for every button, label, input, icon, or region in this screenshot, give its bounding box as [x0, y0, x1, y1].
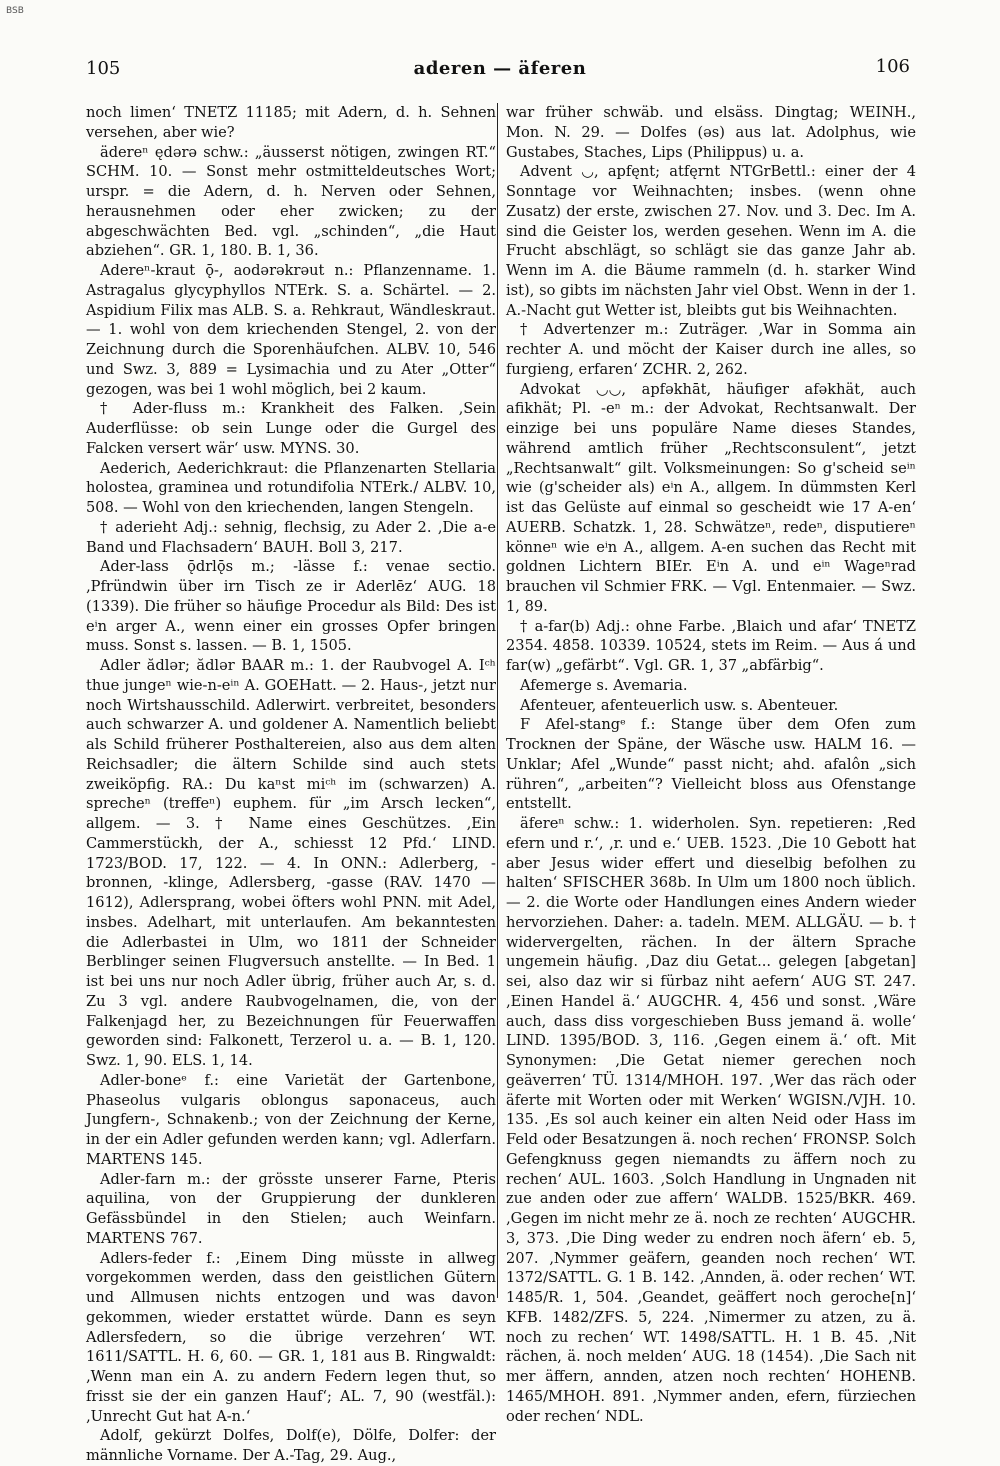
entry-adler: Adler ădlər; ădlər BAAR m.: 1. der Raubvogel A. Iᶜʰ thue jungeⁿ wie-n-eⁱⁿ A. GOEHatt. — 2. Haus-, jetzt nur noch Wirtshausschild. Adlerwirt. verbreitet, besonders auch schwarzer A. und goldener A. Namentlich beliebt als Schild früherer Posthaltereien, also aus dem alten Reichsadler; die ältern Schilde sind auch stets zweiköpfig. RA.: Du kaⁿst miᶜʰ im (schwarzen) A. sprecheⁿ (treffeⁿ) euphem. für „im Arsch lecken“, allgem. — 3. † Name eines Geschützes. ‚Ein Cammerstückh, der A., schiesst 12 Pfd.‘ LIND. 1723/BOD. 17, 122. — 4. In ONN.: Adlerberg, -bronnen, -klinge, Adlersberg, -gasse (RAV. 1470 —1612), Adlersprang, wobei öfters wohl PNN. mit Adel, insbes. Adelhart, mit unterlaufen. Am bekanntesten die Adlerbastei in Ulm, wo 1811 der Schneider Berblinger seinen Flugversuch anstellte. — In Bed. 1 ist bei uns nur noch Adler übrig, früher auch Ar, s. d. Zu 3 vgl. andere Raubvogelnamen, die, von der Falkenjagd her, zu Bezeichnungen für Feuerwaffen geworden sind: Falkonett, Terzerol u. a. — B. 1, 120. Swz. 1, 90. ELS. 1, 14.	[86, 657, 496, 1069]
entry-afelstange: F Afel-stangᵉ f.: Stange über dem Ofen zum Trocknen der Späne, der Wäsche usw. HALM 16. — Unklar; Afel „Wunde“ passt nicht; ahd. afalôn „sich rühren“, „arbeiten“? Vielleicht bloss aus Ofenstange entstellt.	[506, 716, 916, 813]
entry-afarb: † a-far(b) Adj.: ohne Farbe. ‚Blaich und afar‘ TNETZ 2354. 4858. 10339. 10524, stets im Reim. — Aus á und far(w) „gefärbt“. Vgl. GR. 1, 37 „abfärbig“.	[506, 617, 916, 674]
page-number-left: 105	[86, 58, 121, 79]
entry-adlerfarn: Adler-farn m.: der grösste unserer Farne, Pteris aquilina, von der Gruppierung der dunkleren Gefässbündel in den Stielen; auch Weinfarn. MARTENS 767.	[86, 1170, 496, 1247]
entry-advertenzer: † Advertenzer m.: Zuträger. ‚War in Somma ain rechter A. und möcht der Kaiser durch ine alles, so furgieng, erfaren‘ ZCHR. 2, 262.	[506, 321, 916, 378]
right-column	[506, 103, 916, 1426]
entry-afemerge: Afemerge s. Avemaria.	[520, 676, 688, 694]
entry-adlerbone: Adler-boneᵉ f.: eine Varietät der Gartenbone, Phaseolus vulgaris oblongus saponaceus, auch Jungfern-, Schnakenb.; von der Zeichnung der Kerne, in der ein Adler gefunden werden kann; vgl. Adlerfarn. MARTENS 145.	[86, 1071, 496, 1168]
entry-aederich: Aederich, Aederichkraut: die Pflanzenarten Stellaria holostea, graminea und rotundifolia NTErk./ ALBV. 10, 508. — Wohl von den kriechenden, langen Stengeln.	[86, 459, 496, 516]
entry-aderieht: † aderieht Adj.: sehnig, flechsig, zu Ader 2. ‚Die a-e Band und Flachsadern‘ BAUH. Boll 3, 217.	[86, 518, 496, 556]
entry-paragraph: noch limen‘ TNETZ 11185; mit Adern, d. h. Sehnen versehen, aber wie?	[86, 104, 496, 141]
page-number-right: 106	[875, 56, 910, 77]
entry-aderlass: Ader-lass ǭdrlǭs m.; -lässe f.: venae sectio. ‚Pfründwin über irn Tisch ze ir Aderlēz‘ AUG. 18 (1339). Die früher so häufige Procedur als Bild: Des ist eⁱn arger A., wenn einer ein grosses Opfer bringen muss. Sonst s. lassen. — B. 1, 1505.	[86, 558, 496, 655]
entry-afenteuer: Afenteuer, afenteuerlich usw. s. Abenteuer.	[520, 696, 839, 714]
entry-adlersfeder: Adlers-feder f.: ‚Einem Ding müsste in allweg vorgekommen werden, dass den geistlichen Gütern und Allmusen nichts entzogen und was davon gekommen, wieder erstattet würde. Dann es seyn Adlersfedern, so die übrige verzehren‘ WT. 1611/SATTL. H. 6, 60. — GR. 1, 181 aus B. Ringwaldt: ‚Wenn man ein A. zu andern Federn legen thut, so frisst sie der ein ganzen Hauf‘; AL. 7, 90 (westfäl.): ‚Unrecht Gut hat A-n.‘	[86, 1249, 496, 1425]
entry-aderfluss: † Ader-fluss m.: Krankheit des Falken. ‚Sein Auderflüsse: ob sein Lunge oder die Gurgel des Falcken versert wär‘ usw. MYNS. 30.	[86, 400, 496, 457]
entry-paragraph: war früher schwäb. und elsäss. Dingtag; WEINH., Mon. N. 29. — Dolfes (əs) aus lat. Adolphus, wie Gustabes, Staches, Lips (Philippus) u. a.	[506, 104, 916, 161]
entry-advokat: Advokat ◡◡, apfəkhāt, häufiger afəkhät, auch afikhät; Pl. -eⁿ m.: der Advokat, Rechtsanwalt. Der einzige bei uns populäre Name dieses Standes, während amtlich früher „Rechtsconsulent“, jetzt „Rechtsanwalt“ gilt. Volksmeinungen: So g'scheid seⁱⁿ wie (g'scheider als) eⁱn A., allgem. In dümmsten Kerl ist das Gelüste auf einmal so gescheidt wie 17 A-en‘ AUERB. Schatzk. 1, 28. Schwätzeⁿ, redeⁿ, disputiereⁿ könneⁿ wie eⁱn A., allgem. A-en suchen das Recht mit goldnen Lichtern BIEr. Eⁱn A. und eⁱⁿ Wageⁿrad brauchen vil Schmier FRK. — Vgl. Entenmaier. — Swz. 1, 89.	[506, 380, 916, 615]
entry-adolf: Adolf, gekürzt Dolfes, Dolf(e), Dölfe, Dolfer: der männliche Vorname. Der A.-Tag, 29. Aug.,	[86, 1427, 496, 1464]
column-divider	[497, 103, 498, 1298]
left-column	[86, 103, 496, 1466]
running-title: aderen — äferen	[413, 58, 587, 79]
library-stamp: BSB	[6, 6, 24, 16]
entry-aedern: ädereⁿ ędərə schw.: „äusserst nötigen, zwingen RT.“ SCHM. 10. — Sonst mehr ostmitteldeutsches Wort; urspr. = die Adern, d. h. Nerven oder Sehnen, herausnehmen oder eher zwicken; zu der abgeschwächten Bed. vgl. „schinden“, „die Haut abziehen“. GR. 1, 180. B. 1, 36.	[86, 143, 496, 260]
entry-advent: Advent ◡, apfęnt; atfęrnt NTGrBettl.: einer der 4 Sonntage vor Weihnachten; insbes. (wenn ohne Zusatz) der erste, zwischen 27. Nov. und 3. Dec. Im A. sind die Geister los, werden gesehen. Wenn im A. die Frucht abschlägt, so schlägt sie das ganze Jahr ab. Wenn im A. die Bäume rammeln (d. h. starker Wind ist), so gibts im nächsten Jahr viel Obst. Wenn in der 1. A.-Nacht gut Wetter ist, bleibts gut bis Weihnachten.	[506, 163, 916, 319]
entry-adernkraut: Adereⁿ-kraut ǭ-, aodərəkrəut n.: Pflanzenname. 1. Astragalus glycyphyllos NTErk. S. a. Schärtel. — 2. Aspidium Filix mas ALB. S. a. Rehkraut, Wändleskraut. — 1. wohl von dem kriechenden Stengel, 2. von der Zeichnung durch die Sporenhäufchen. ALBV. 10, 546 und Swz. 3, 889 = Lysimachia und zu Ater „Otter“ gezogen, was bei 1 wohl möglich, bei 2 kaum.	[86, 262, 496, 398]
entry-aefern: äfereⁿ schw.: 1. widerholen. Syn. repetieren: ‚Red efern und r.‘, ‚r. und e.‘ UEB. 1523. ‚Die 10 Gebott hat aber Jesus wider effert und dieselbig befolhen zu halten‘ SFISCHER 368b. In Ulm um 1800 noch üblich. — 2. die Worte oder Handlungen eines Andern wieder hervorziehen. Daher: a. tadeln. MEM. ALLGÄU. — b. † widervergelten, rächen. In der ältern Sprache ungemein häufig. ‚Daz diu Getat... gelegen [abgetan] sei, also daz wir si fürbaz niht aefern‘ AUG ST. 247. ‚Einen Handel ä.‘ AUGCHR. 4, 456 und sonst. ‚Wäre auch, dass diss vorgeschieben Buss jemand ä. wolle‘ LIND. 1395/BOD. 3, 116. ‚Gegen einem ä.‘ oft. Mit Synonymen: ‚Die Getat niemer gerechen noch geäverren‘ TÜ. 1314/MHOH. 197. ‚Wer das räch oder äferte mit Worten oder mit Werken‘ WGISN./VJH. 10. 135. ‚Es sol auch keiner ein alten Neid oder Hass im Feld oder Besatzungen ä. noch rechen‘ FRONSP. Solch Gefengknuss gegen niemandts zu äffern noch zu rechen‘ AUL. 1603. ‚Solch Handlung in Ungnaden nit zue anden oder zue affern‘ WALDB. 1525/BKR. 469. ‚Gegen im nicht mehr ze ä. noch ze rechten‘ AUGCHR. 3, 373. ‚Die Ding weder zu endren noch äfern‘ eb. 5, 207. ‚Nymmer geäfern, geanden noch rechen‘ WT. 1372/SATTL. G. 1 B. 142. ‚Annden, ä. oder rechen‘ WT. 1485/R. 1, 504. ‚Geandet, geäffert noch geroche[n]‘ KFB. 1482/ZFS. 5, 224. ‚Nimermer zu atzen, zu ä. noch zu rechen‘ WT. 1498/SATTL. H. 1 B. 45. ‚Nit rächen, ä. noch melden‘ AUG. 18 (1454). ‚Die Sach nit mer äffern, annden, atzen noch rechten‘ HOHENB. 1465/MHOH. 891. ‚Nymmer anden, efern, fürziechen oder rechen‘ NDL.	[506, 815, 916, 1425]
